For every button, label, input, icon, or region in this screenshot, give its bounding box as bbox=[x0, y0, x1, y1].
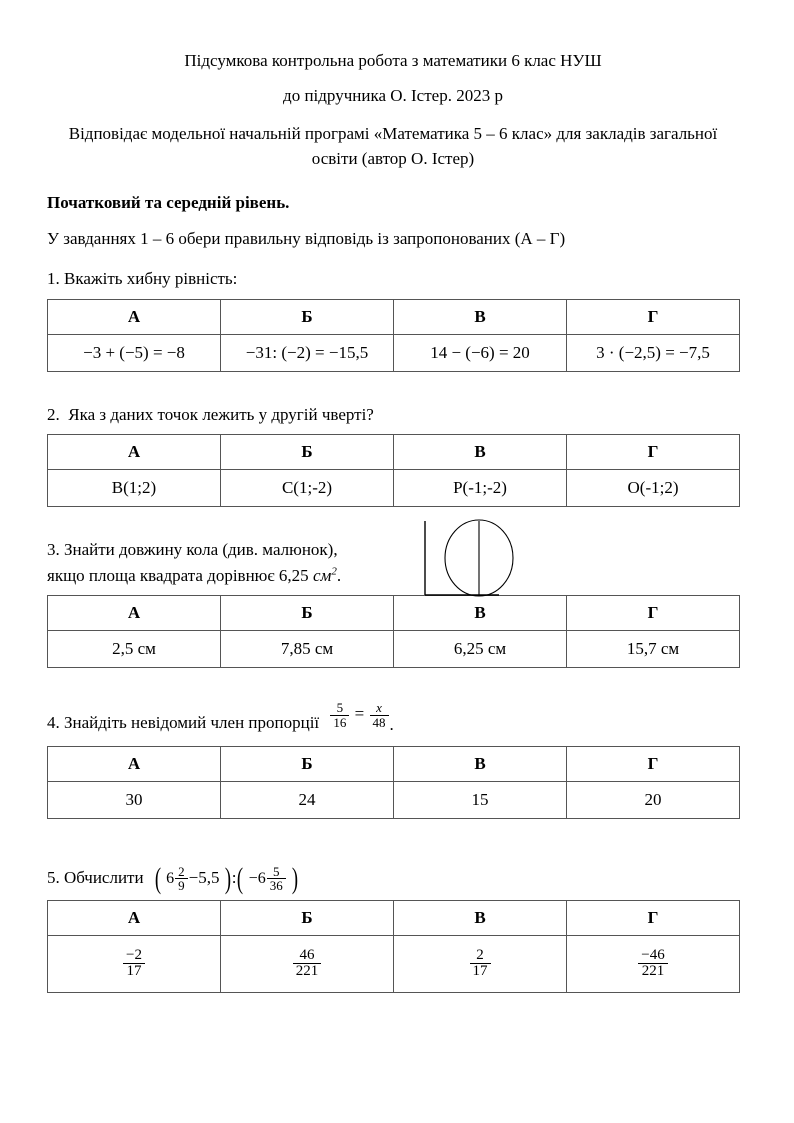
question-3-option-g[interactable]: 15,7 см bbox=[567, 631, 740, 668]
table-header-row bbox=[48, 435, 740, 470]
fraction-denominator: 16 bbox=[333, 714, 347, 730]
question-3-number: 3. bbox=[47, 540, 60, 560]
document-content bbox=[47, 52, 739, 997]
question-3-answer-table bbox=[47, 595, 740, 668]
question-5-text bbox=[47, 861, 739, 895]
column-header-g: Г bbox=[567, 900, 740, 935]
fraction-denominator: 48 bbox=[372, 714, 386, 730]
question-3-prompt-block bbox=[47, 537, 407, 588]
question-2-option-v[interactable]: P(-1;-2) bbox=[394, 470, 567, 507]
question-3-unit: см bbox=[312, 565, 332, 585]
fraction-numerator: 2 bbox=[470, 948, 491, 965]
document-title-line-3: Відповідає модельної начальній програмі «Математика 5 – 6 клас» для закладів загальної освіти (автор О. Істер) bbox=[68, 124, 718, 168]
fraction-numerator: 5 bbox=[267, 865, 286, 880]
mixed-fraction-part bbox=[267, 865, 286, 893]
question-4-answer-table bbox=[47, 746, 740, 819]
question-3-line-1 bbox=[47, 537, 407, 563]
column-header-b: Б bbox=[221, 746, 394, 781]
column-header-b: Б bbox=[221, 900, 394, 935]
table-row bbox=[48, 631, 740, 668]
question-1-number: 1. bbox=[47, 269, 60, 289]
mixed-number-6-2-9 bbox=[166, 865, 189, 893]
column-header-g: Г bbox=[567, 746, 740, 781]
column-header-a: А bbox=[48, 746, 221, 781]
column-header-a: А bbox=[48, 299, 221, 334]
fraction-numerator: 5 bbox=[330, 701, 349, 716]
question-3-prompt-line2: якщо площа квадрата дорівнює 6,25 bbox=[47, 565, 313, 585]
question-3-option-b[interactable]: 7,85 см bbox=[221, 631, 394, 668]
equals-sign: = bbox=[354, 704, 365, 724]
mixed-number-neg-6-5-36 bbox=[249, 865, 287, 893]
question-4-option-b[interactable]: 24 bbox=[221, 781, 394, 818]
column-header-b: Б bbox=[221, 596, 394, 631]
fraction-denominator: 221 bbox=[295, 963, 319, 980]
question-5-formula bbox=[154, 861, 299, 895]
question-5-prompt: Обчислити bbox=[64, 867, 144, 887]
column-header-v: В bbox=[394, 299, 567, 334]
answer-fraction bbox=[293, 948, 322, 981]
question-2-number: 2. bbox=[47, 404, 60, 424]
question-1-option-v[interactable]: 14 − (−6) = 20 bbox=[394, 334, 567, 371]
question-4-number: 4. bbox=[47, 713, 60, 733]
question-2-option-g[interactable]: O(-1;2) bbox=[567, 470, 740, 507]
question-1-prompt: Вкажіть хибну рівність: bbox=[64, 269, 238, 289]
column-header-g: Г bbox=[567, 435, 740, 470]
answer-fraction bbox=[470, 948, 491, 981]
fraction-numerator: −2 bbox=[123, 948, 145, 965]
open-paren-2: ( bbox=[237, 861, 244, 895]
fraction-denominator: 9 bbox=[178, 878, 185, 894]
document-title-line-1: Підсумкова контрольна робота з математики 6 клас НУШ bbox=[184, 51, 602, 70]
mixed-whole-part: 6 bbox=[166, 869, 175, 887]
column-header-a: А bbox=[48, 900, 221, 935]
column-header-b: Б bbox=[221, 299, 394, 334]
column-header-b: Б bbox=[221, 435, 394, 470]
question-2-option-a[interactable]: B(1;2) bbox=[48, 470, 221, 507]
question-4-option-a[interactable]: 30 bbox=[48, 781, 221, 818]
question-1-option-g[interactable]: 3 · (−2,5) = −7,5 bbox=[567, 334, 740, 371]
close-paren-2: ) bbox=[291, 861, 299, 895]
mixed-fraction-part bbox=[175, 865, 188, 893]
negative-sign: − bbox=[248, 869, 258, 887]
minus-sign: − bbox=[188, 867, 199, 887]
column-header-g: Г bbox=[567, 299, 740, 334]
question-5-number: 5. bbox=[47, 867, 60, 887]
column-header-v: В bbox=[394, 746, 567, 781]
question-4-option-g[interactable]: 20 bbox=[567, 781, 740, 818]
question-5-option-v[interactable] bbox=[394, 935, 567, 992]
question-1-answer-table bbox=[47, 299, 740, 372]
fraction-denominator: 17 bbox=[472, 963, 488, 980]
column-header-v: В bbox=[394, 900, 567, 935]
question-5-option-g[interactable] bbox=[567, 935, 740, 992]
decimal-value: 5,5 bbox=[198, 867, 220, 887]
square-with-circle-diagram bbox=[417, 519, 527, 609]
column-header-v: В bbox=[394, 435, 567, 470]
question-4-text bbox=[47, 700, 739, 738]
table-row bbox=[48, 470, 740, 507]
answer-fraction bbox=[123, 948, 145, 981]
open-paren-1: ( bbox=[154, 861, 161, 895]
division-colon: : bbox=[231, 867, 237, 887]
question-4-period: . bbox=[389, 715, 394, 735]
question-1-option-b[interactable]: −31: (−2) = −15,5 bbox=[221, 334, 394, 371]
document-title-line-2: до підручника О. Істер. 2023 р bbox=[283, 86, 503, 105]
table-header-row bbox=[48, 596, 740, 631]
column-header-g: Г bbox=[567, 596, 740, 631]
question-2-prompt: Яка з даних точок лежить у другій чверті? bbox=[68, 404, 374, 424]
question-3-period: . bbox=[336, 565, 342, 585]
table-header-row bbox=[48, 746, 740, 781]
fraction-numerator: 46 bbox=[293, 948, 322, 965]
column-header-a: А bbox=[48, 596, 221, 631]
question-4-option-v[interactable]: 15 bbox=[394, 781, 567, 818]
answer-fraction bbox=[638, 948, 667, 981]
close-paren-1: ) bbox=[224, 861, 231, 895]
fraction-numerator: x bbox=[370, 701, 389, 716]
section-heading: Початковий та середній рівень. bbox=[47, 193, 290, 213]
question-3-exponent: 2 bbox=[331, 565, 337, 578]
question-2-text bbox=[47, 402, 739, 428]
fraction-x-over-48 bbox=[370, 701, 389, 729]
question-3-text bbox=[47, 537, 739, 588]
fraction-five-sixteenths bbox=[330, 701, 349, 729]
question-3-prompt-line1: Знайти довжину кола (див. малюнок), bbox=[64, 540, 338, 560]
table-row bbox=[48, 781, 740, 818]
question-1-text bbox=[47, 266, 739, 292]
fraction-numerator: 2 bbox=[175, 865, 188, 880]
fraction-denominator: 36 bbox=[269, 878, 283, 894]
geometry-figure-svg bbox=[417, 519, 527, 601]
instruction-text: У завданнях 1 – 6 обери правильну відповідь із запропонованих (А – Г) bbox=[47, 229, 566, 249]
question-5-option-a[interactable] bbox=[48, 935, 221, 992]
fraction-numerator: −46 bbox=[638, 948, 667, 965]
table-header-row bbox=[48, 900, 740, 935]
fraction-denominator: 17 bbox=[126, 963, 142, 980]
question-2-answer-table bbox=[47, 434, 740, 507]
question-3-option-v[interactable]: 6,25 см bbox=[394, 631, 567, 668]
column-header-v: В bbox=[394, 596, 567, 631]
question-3-line-2 bbox=[47, 563, 407, 589]
table-row bbox=[48, 935, 740, 992]
question-2-option-b[interactable]: C(1;-2) bbox=[221, 470, 394, 507]
table-row bbox=[48, 334, 740, 371]
mixed-whole-part: 6 bbox=[257, 869, 266, 887]
question-4-prompt: Знайдіть невідомий член пропорції bbox=[64, 713, 320, 733]
question-5-answer-table bbox=[47, 900, 740, 993]
table-header-row bbox=[48, 299, 740, 334]
fraction-denominator: 221 bbox=[641, 963, 665, 980]
question-1-option-a[interactable]: −3 + (−5) = −8 bbox=[48, 334, 221, 371]
column-header-a: А bbox=[48, 435, 221, 470]
question-3-option-a[interactable]: 2,5 см bbox=[48, 631, 221, 668]
question-4-formula bbox=[329, 701, 389, 729]
question-5-option-b[interactable] bbox=[221, 935, 394, 992]
